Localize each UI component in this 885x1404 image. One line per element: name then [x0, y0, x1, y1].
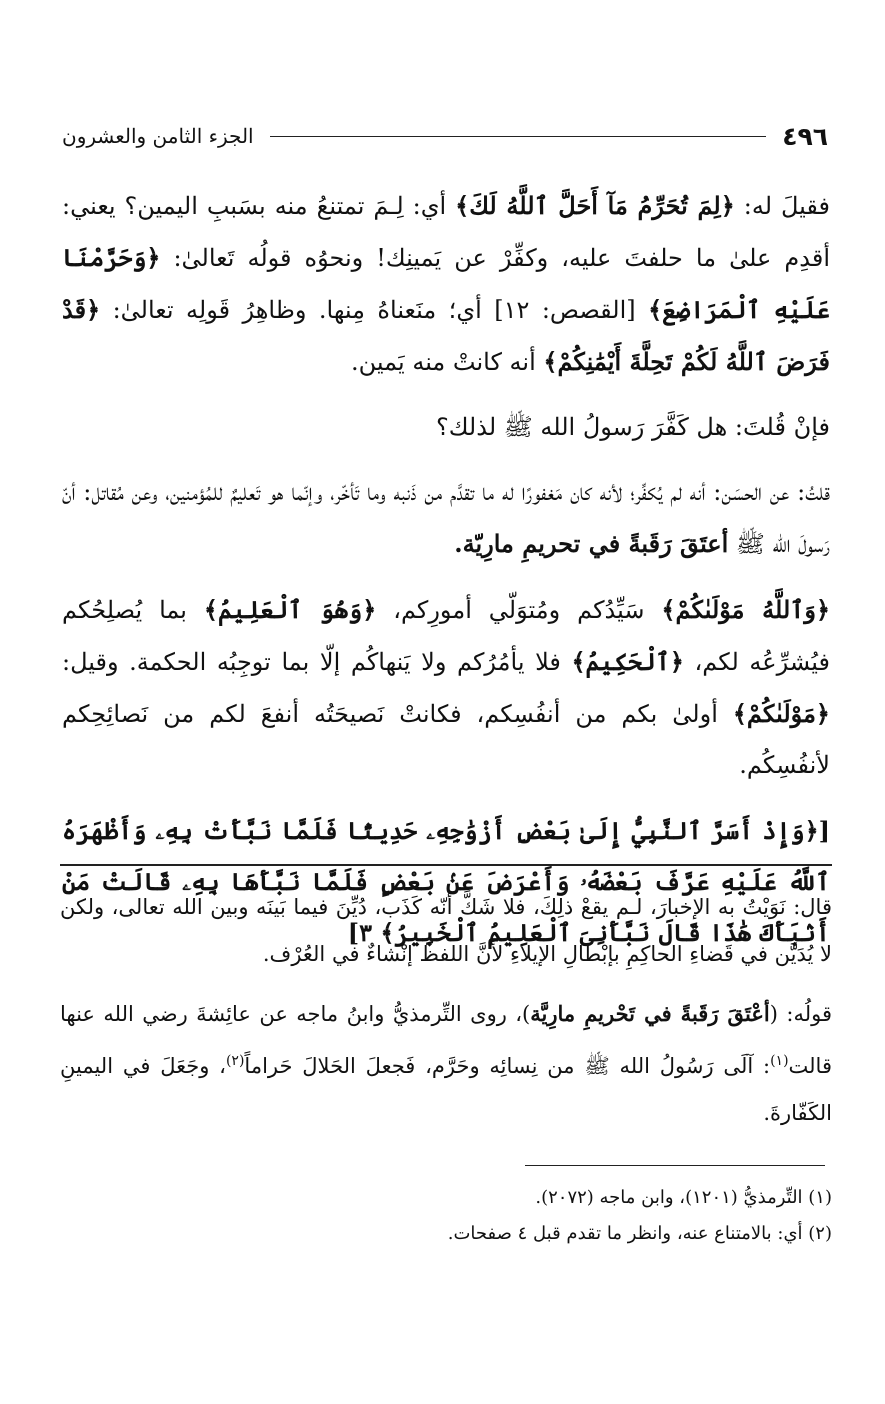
- quran-quote: ﴿مَوْلَىٰكُمْ﴾: [732, 699, 830, 728]
- quran-quote: ﴿لِمَ تُحَرِّمُ مَآ أَحَلَّ ٱللَّهُ لَكَ﴾: [455, 191, 735, 220]
- quran-quote: ﴿ٱلْحَكِيمُ﴾: [571, 647, 684, 676]
- emphasized-text: أعتَقَ رَقَبةً في تحريمِ مارِيّة.: [454, 529, 729, 558]
- commentary-paragraph-1: قال: نَوَيْتُ به الإخبارَ، لـم يقعْ ذلِكَ، فلا شَكَّ أنّه كَذَب، دُيِّنَ فيما بَينَه وبين الله تعالى، ولكن لا يُدَيَّن في قَضاءِ الحاكِمِ بإبْطالِ الإيلاءِ لأنَّ اللفظ إنْشاءٌ في العُرْف.: [60, 895, 832, 966]
- header-rule: [270, 136, 767, 137]
- text-segment: أولىٰ بكم من أنفُسِكم، فكانتْ نَصيحَتُه أنفعَ لكم من نَصائِحِكم لأنفُسِكُم.: [62, 700, 830, 779]
- text-segment: أي: لِـمَ تمتنعُ منه بسَببِ اليمين؟ يعني: أقدِم علىٰ ما حلفتَ عليه، وكفِّرْ عن يَمينِك! ونحوُه قولُه تَعالىٰ:: [62, 192, 831, 272]
- text-segment: [القصص: ١٢] أي؛ منَعناهُ مِنها. وظاهِرُ قَولِه تعالىٰ:: [100, 296, 649, 324]
- emphasized-text: أعْتَقَ رَقَبةً في تَحْريمِ مارِيَّة: [530, 1001, 770, 1026]
- page-number: ٤٩٦: [782, 121, 828, 151]
- text-segment: قولُه: (: [769, 1002, 832, 1026]
- quran-quote: ﴿وَٱللَّهُ مَوْلَىٰكُمْ﴾: [661, 595, 831, 624]
- paragraph-3: [62, 467, 830, 570]
- text-segment: قلتُ: عن الحسَن: أنه لم يُكفِّر؛ لأنه كان مَغفورًا له ما تقدَّم من ذَنبه وما تَأخّر، وإنّما هو تَعليمٌ للمُؤمنين، وعن مُقاتل: أنّ رَسولَ الله ﷺ: [62, 478, 830, 558]
- footnote-2: (٢) أي: بالامتناع عنه، وانظر ما تقدم قبل ٤ صفحات.: [447, 1223, 832, 1244]
- text-segment: فلا يأمُرُكم ولا يَنهاكُم إلّا بما توجِبُه الحكمة. وقيل:: [62, 648, 572, 676]
- text-segment: : آلَى رَسُولُ الله ﷺ من نِسائِه وحَرَّم، فَجعلَ الحَلالَ حَراماً: [244, 1054, 771, 1078]
- footnote-ref[interactable]: (٢): [225, 1053, 245, 1069]
- section-divider: [60, 864, 832, 866]
- page-header: [62, 116, 828, 156]
- text-segment: )، روى التِّرمذيُّ وابنُ ماجه عن عائِشةَ رضي الله عنها قالت: [60, 1002, 832, 1078]
- quran-quote: ﴿قَدْ فَرَضَ ٱللَّهُ لَكُمْ تَحِلَّةَ أَيْمَٰنِكُمْ﴾: [62, 295, 830, 376]
- text-segment: سَيِّدُكم ومُتوَلّي أمورِكم،: [376, 596, 662, 624]
- paragraph-4: [62, 584, 830, 791]
- main-text: [62, 180, 830, 958]
- footnote-rule: [525, 1165, 825, 1166]
- text-segment: فقيلَ له:: [734, 192, 830, 220]
- commentary-paragraph-2: [60, 990, 832, 1137]
- footnotes: [60, 1180, 832, 1252]
- paragraph-2: فإنْ قُلتَ: هل كَفَّرَ رَسولُ الله ﷺ لذلك؟: [435, 413, 830, 441]
- running-title: الجزء الثامن والعشرون: [62, 124, 254, 148]
- commentary: [60, 884, 832, 1149]
- quran-quote: ﴿وَحَرَّمْنَا عَلَيْهِ ٱلْمَرَاضِعَ﴾: [62, 243, 831, 324]
- text-segment: بما يُصلِحُكم فيُشرِّعُه لكم،: [62, 596, 830, 676]
- footnote-ref[interactable]: (١): [770, 1053, 789, 1069]
- paragraph-1: [62, 180, 830, 388]
- text-segment: أنه كانتْ منه يَمين.: [351, 348, 544, 376]
- verse-3: [﴿وَإِذْ أَسَرَّ ٱلنَّبِيُّ إِلَىٰ بَعْضِ أَزْوَٰجِهِۦ حَدِيثًا فَلَمَّا نَبَّأَتْ بِهِۦ وَأَظْهَرَهُ ٱللَّهُ عَلَيْهِ عَرَّفَ بَعْضَهُۥ وَأَعْرَضَ عَنۢ بَعْضٍ فَلَمَّا نَبَّأَهَا بِهِۦ قَالَتْ مَنْ أَنۢبَأَكَ هَٰذَا قَالَ نَبَّأَنِىَ ٱلْعَلِيمُ ٱلْخَبِيرُ﴾ ٣]: [62, 816, 830, 947]
- footnote-1: (١) التِّرمذيُّ (١٢٠١)، وابن ماجه (٢٠٧٢).: [535, 1187, 832, 1208]
- quran-quote: ﴿وَهُوَ ٱلْعَلِيمُ﴾: [203, 595, 377, 624]
- text-segment: ، وجَعَلَ في اليمينِ الكَفّارةَ.: [60, 1054, 832, 1125]
